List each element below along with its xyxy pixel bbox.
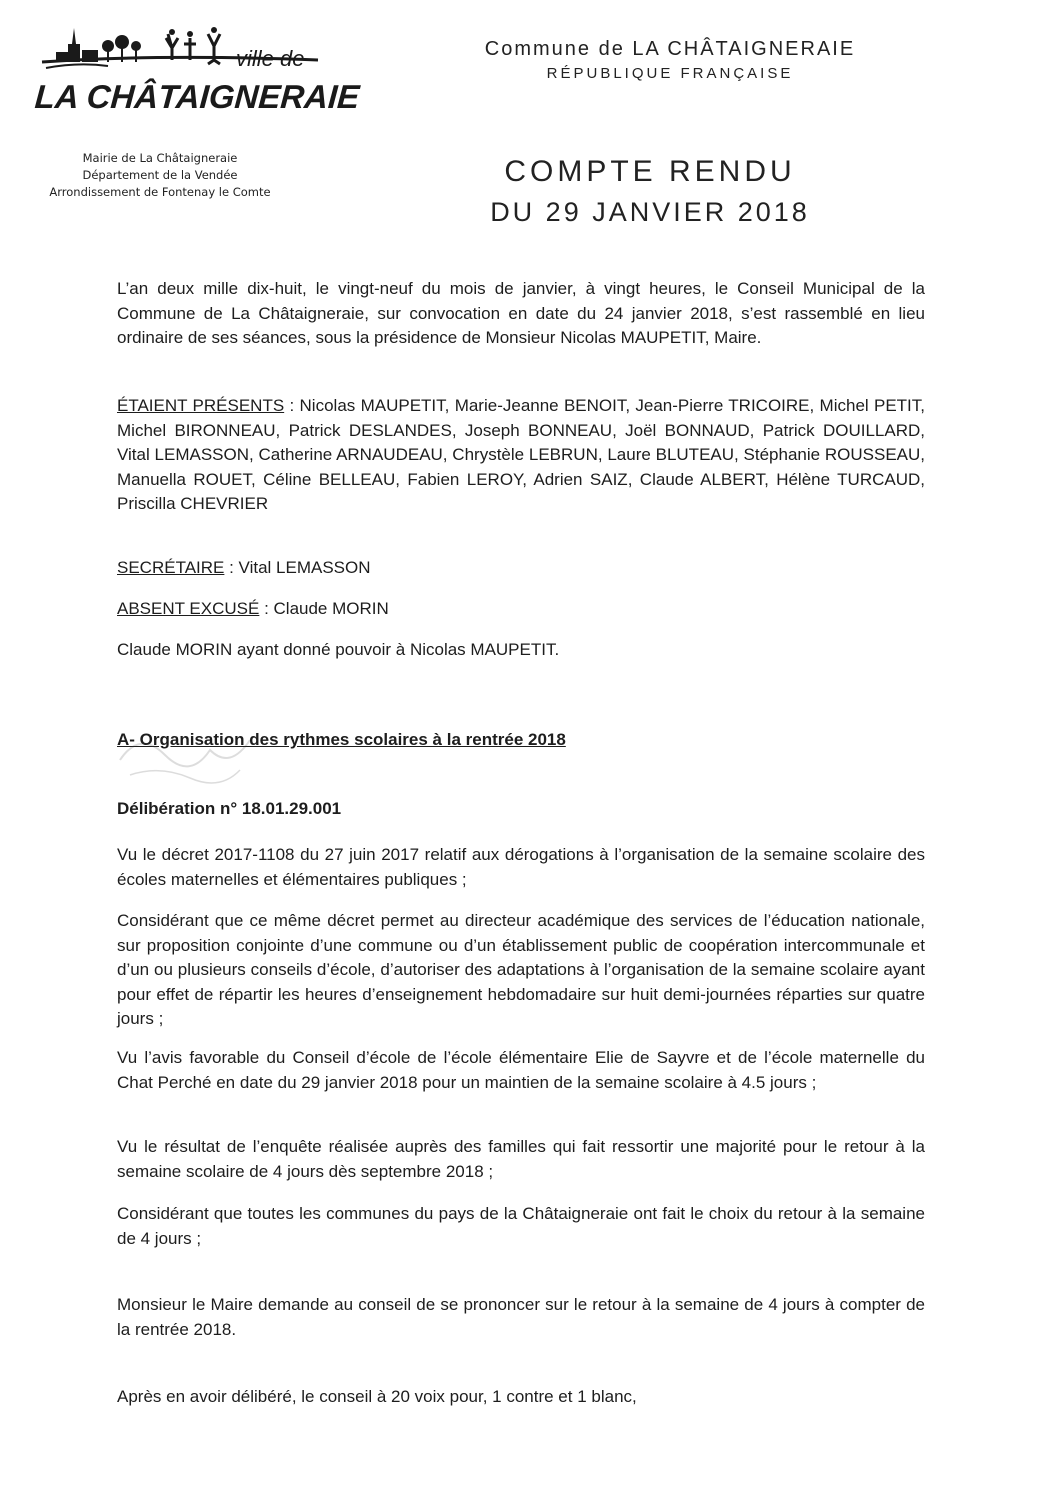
- arrondissement-line: Arrondissement de Fontenay le Comte: [49, 185, 271, 199]
- section-title: A- Organisation des rythmes scolaires à la rentrée 2018: [117, 730, 566, 749]
- republique-line: RÉPUBLIQUE FRANÇAISE: [546, 65, 794, 82]
- presents-list: : Nicolas MAUPETIT, Marie-Jeanne BENOIT, Jean-Pierre TRICOIRE, Michel PETIT, Michel BIRONNEAU, Patrick DESLANDES, Joseph BONNEAU, Joël BONNAUD, Patrick DOUILLARD, Vital LEMASSON, Catherine ARNAUDEAU, Chrystèle LEBRUN, Laure BLUTEAU, Stéphanie ROUSSEAU, Manuella ROUET, Céline BELLEAU, Fabien LEROY, Adrien SAIZ, Claude ALBERT, Hélène TURCAUD, Priscilla CHEVRIER: [117, 396, 925, 513]
- departement-line: Département de la Vendée: [82, 168, 238, 182]
- intro-paragraph: L’an deux mille dix-huit, le vingt-neuf du mois de janvier, à vingt heures, le Conseil Municipal de la Commune de La Châtaigneraie, sur convocation en date du 24 janvier 2018, s’est rassemblé en lieu ordinaire de ses séances, sous la présidence de Monsieur Nicolas MAUPETIT, Maire.: [117, 279, 925, 347]
- pouvoir-line: Claude MORIN ayant donné pouvoir à Nicolas MAUPETIT.: [117, 640, 560, 659]
- title-date: DU 29 JANVIER 2018: [490, 197, 810, 227]
- town-logo-graphic: [33, 24, 361, 124]
- logo-small-text: ville de: [236, 46, 305, 71]
- paragraph-communes: Considérant que toutes les communes du pays de la Châtaigneraie ont fait le choix du retour à la semaine de 4 jours ;: [117, 1204, 925, 1248]
- title-compte-rendu: COMPTE RENDU: [504, 155, 796, 188]
- presents-label: ÉTAIENT PRÉSENTS: [117, 396, 285, 415]
- faint-stamp-mark: [110, 720, 260, 790]
- town-logo: [33, 24, 361, 124]
- paragraph-considerant-decret: Considérant que ce même décret permet au directeur académique des services de l’éducation nationale, sur proposition conjointe d’une commune ou d’un établissement public de coopération intercommunale et d’un ou plusieurs conseils d’école, d’autoriser des adaptations à l’organisation de la semaine scolaire ayant pour effet de répartir les heures d’enseignement hebdomadaire sur huit demi-journées réparties sur quatre jours ;: [117, 911, 925, 1028]
- mairie-block: [30, 150, 290, 201]
- mairie-line: Mairie de La Châtaigneraie: [82, 151, 238, 165]
- paragraph-decret: Vu le décret 2017-1108 du 27 juin 2017 relatif aux dérogations à l’organisation de la semaine scolaire des écoles maternelles et élémentaires publiques ;: [117, 845, 925, 889]
- commune-name: Commune de LA CHÂTAIGNERAIE: [484, 38, 856, 60]
- secretaire-line: [117, 556, 925, 581]
- commune-header: [400, 38, 940, 82]
- presents-paragraph: [117, 394, 925, 517]
- secretaire-name: : Vital LEMASSON: [224, 558, 371, 577]
- secretaire-label: SECRÉTAIRE: [117, 558, 225, 577]
- absent-line: [117, 597, 925, 622]
- paragraph-enquete: Vu le résultat de l’enquête réalisée auprès des familles qui fait ressortir une majorité pour le retour à la semaine scolaire de 4 jours dès septembre 2018 ;: [117, 1137, 925, 1181]
- document-title: [400, 155, 900, 228]
- absent-label: ABSENT EXCUSÉ: [117, 599, 260, 618]
- absent-name: : Claude MORIN: [259, 599, 389, 618]
- paragraph-avis-conseil: Vu l’avis favorable du Conseil d’école de l’école élémentaire Elie de Sayvre et de l’école maternelle du Chat Perché en date du 29 janvier 2018 pour un maintien de la semaine scolaire à 4.5 jours ;: [117, 1048, 925, 1092]
- paragraph-vote: Après en avoir délibéré, le conseil à 20 voix pour, 1 contre et 1 blanc,: [117, 1387, 637, 1406]
- deliberation-number: Délibération n° 18.01.29.001: [117, 799, 342, 818]
- paragraph-demande-maire: Monsieur le Maire demande au conseil de se prononcer sur le retour à la semaine de 4 jours à compter de la rentrée 2018.: [117, 1295, 925, 1339]
- logo-main-text: LA CHÂTAIGNERAIE: [33, 79, 361, 116]
